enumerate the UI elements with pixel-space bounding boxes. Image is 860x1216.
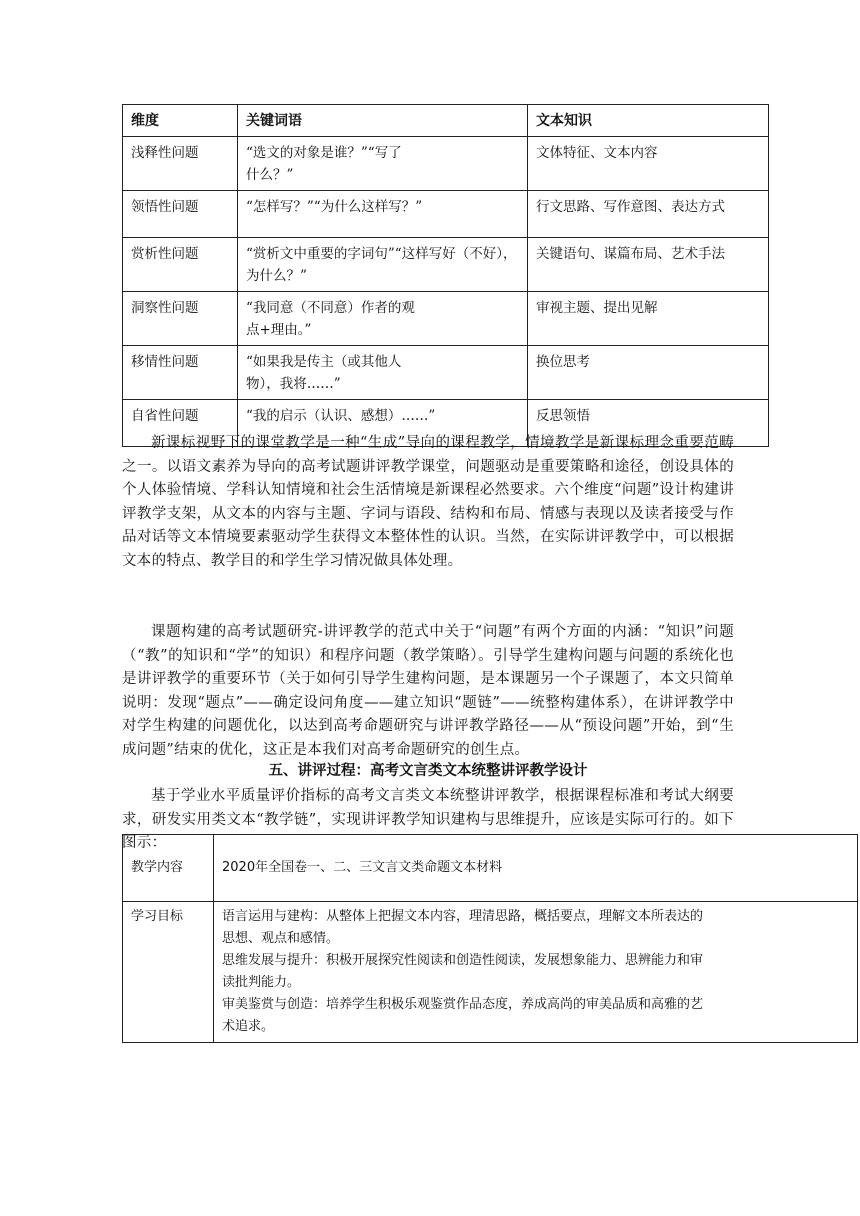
goal-line: 思维发展与提升：积极开展探究性阅读和创造性阅读，发展想象能力、思辨能力和审 xyxy=(222,953,704,968)
keywords-cell: “怎样写？”“为什么这样写？” xyxy=(238,191,528,238)
knowledge-cell: 文体特征、文本内容 xyxy=(528,137,769,191)
teaching-content-label: 教学内容 xyxy=(123,835,214,902)
keywords-cell: “如果我是传主（或其他人 物），我将……” xyxy=(238,346,528,400)
table-row xyxy=(123,238,769,292)
paragraph-question-connotation: 课题构建的高考试题研究-讲评教学的范式中关于“问题”有两个方面的内涵：“知识”问题（“教”的知识和“学”的知识）和程序问题（教学策略）。引导学生建构问题与问题的系统化也是讲评教学的重要环节（关于如何引导学生建构问题，是本课题另一个子课题了，本文只简单说明：发现“题点”——确定设问角度——建立知识“题链”——统整构建体系），在讲评教学中对学生构建的问题优化，以达到高考命题研究与讲评教学路径——从“预设问题”开始，到“生成问题”结束的优化，这正是本我们对高考命题研究的创生点。 xyxy=(122,624,734,758)
dimension-cell: 洞察性问题 xyxy=(123,292,238,346)
knowledge-cell: 反思领悟 xyxy=(528,400,769,447)
keywords-cell: “赏析文中重要的字词句”“这样写好（不好），为什么？” xyxy=(238,238,528,292)
dimension-cell: 移情性问题 xyxy=(123,346,238,400)
keywords-cell: “选文的对象是谁？”“写了 什么？” xyxy=(238,137,528,191)
dimension-cell: 浅释性问题 xyxy=(123,137,238,191)
table-row xyxy=(123,902,858,1043)
knowledge-cell: 审视主题、提出见解 xyxy=(528,292,769,346)
keywords-cell: “我同意（不同意）作者的观 点+理由。” xyxy=(238,292,528,346)
dimension-cell: 领悟性问题 xyxy=(123,191,238,238)
question-dimension-table xyxy=(122,104,769,447)
knowledge-cell: 关键语句、谋篇布局、艺术手法 xyxy=(528,238,769,292)
teaching-content-value: 2020年全国卷一、二、三文言文类命题文本材料 xyxy=(214,835,858,902)
goal-line: 术追求。 xyxy=(222,1019,275,1034)
table-row xyxy=(123,191,769,238)
teaching-design-table xyxy=(122,834,858,1043)
learning-goals-label: 学习目标 xyxy=(123,902,214,1043)
table-header-row xyxy=(123,105,769,137)
goal-line: 读批判能力。 xyxy=(222,975,301,990)
goal-line: 审美鉴赏与创造：培养学生积极乐观鉴赏作品态度，养成高尚的审美品质和高雅的艺 xyxy=(222,997,704,1012)
goal-line: 语言运用与建构：从整体上把握文本内容，理清思路，概括要点，理解文本所表达的 xyxy=(222,909,704,924)
header-dimension: 维度 xyxy=(123,105,238,137)
paragraph-new-curriculum: 新课标视野下的课堂教学是一种“生成”导向的课程教学，情境教学是新课标理念重要范畴之一。以语文素养为导向的高考试题讲评教学课堂，问题驱动是重要策略和途径，创设具体的个人体验情境、学科认知情境和社会生活情境是新课程必然要求。六个维度“问题”设计构建讲评教学支架，从文本的内容与主题、字词与语段、结构和布局、情感与表现以及读者接受与作品对话等文本情境要素驱动学生获得文本整体性的认识。当然，在实际讲评教学中，可以根据文本的特点、教学目的和学生学习情况做具体处理。 xyxy=(122,435,734,569)
keywords-cell: “我的启示（认识、感想）……” xyxy=(238,400,528,447)
dimension-cell: 自省性问题 xyxy=(123,400,238,447)
learning-goals-cell xyxy=(214,902,858,1043)
paragraph-teaching-chain: 基于学业水平质量评价指标的高考文言类文本统整讲评教学，根据课程标准和考试大纲要求，研发实用类文本“教学链”，实现讲评教学知识建构与思维提升，应该是实际可行的。如下图示： xyxy=(122,788,734,852)
knowledge-cell: 行文思路、写作意图、表达方式 xyxy=(528,191,769,238)
dimension-cell: 赏析性问题 xyxy=(123,238,238,292)
header-knowledge: 文本知识 xyxy=(528,105,769,137)
table-row xyxy=(123,292,769,346)
goal-line: 思想、观点和感情。 xyxy=(222,931,340,946)
table-row xyxy=(123,137,769,191)
table-row xyxy=(123,835,858,902)
table-row xyxy=(123,346,769,400)
section-heading: 五、讲评过程：高考文言类文本统整讲评教学设计 xyxy=(268,762,588,779)
header-keywords: 关键词语 xyxy=(238,105,528,137)
knowledge-cell: 换位思考 xyxy=(528,346,769,400)
